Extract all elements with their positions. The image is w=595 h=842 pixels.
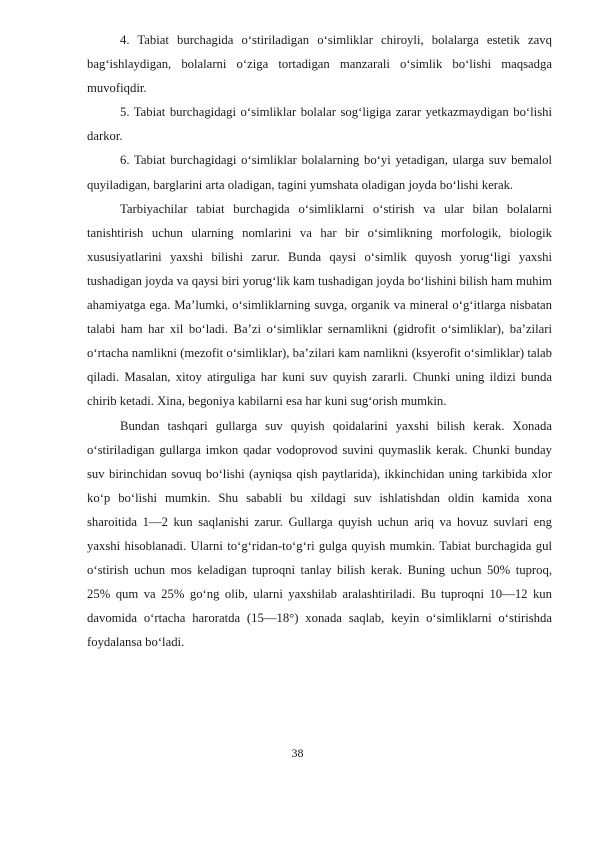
page-number: 38 <box>291 746 304 760</box>
list-item-4: 4. Tabiat burchagida o‘stiriladigan o‘simliklar chiroyli, bolalarga estetik zavq bag‘ishlaydigan, bolalarni o‘ziga tortadigan manzarali o‘simlik bo‘lishi maqsadga muvofiqdir. <box>87 33 552 96</box>
list-item-5: 5. Tabiat burchagidagi o‘simliklar bolalar sog‘ligiga zarar yetkazmaydigan bo‘lishi darkor. <box>87 105 552 144</box>
body-text <box>87 28 552 654</box>
list-item-6: 6. Tabiat burchagidagi o‘simliklar bolalarning bo‘yi yetadigan, ularga suv bemalol quyiladigan, barglarini arta oladigan, tagini yumshata oladigan joyda bo‘lishi kerak. <box>87 153 552 192</box>
paragraph-plant-knowledge: Tarbiyachilar tabiat burchagida o‘simliklarni o‘stirish va ular bilan bolalarni tanishtirish uchun ularning nomlarini va har bir o‘simlikning morfologik, biologik xususiyatlarini yaxshi bilishi zarur. Bunda qaysi o‘simlik quyosh yorug‘ligi yaxshi tushadigan joyda va qaysi biri yorug‘lik kam tushadigan joyda bo‘lishini bilish ham muhim ahamiyatga ega. Ma’lumki, o‘simliklarning suvga, organik va mineral o‘g‘itlarga nisbatan talabi ham har xil bo‘ladi. Ba’zi o‘simliklar sernamlikni (gidrofit o‘simliklar), ba’zilari o‘rtacha namlikni (mezofit o‘simliklar), ba’zilari kam namlikni (ksyerofit o‘simliklar) talab qiladi. Masalan, xitoy atirguliga har kuni suv quyish zararli. Chunki uning ildizi bunda chirib ketadi. Xina, begoniya kabilarni esa har kuni sug‘orish mumkin. <box>87 201 552 409</box>
paragraph-watering-rules: Bundan tashqari gullarga suv quyish qoidalarini yaxshi bilish kerak. Xonada o‘stiriladigan gullarga imkon qadar vodoprovod suvini quymaslik kerak. Chunki bunday suv birinchidan sovuq bo‘lishi (ayniqsa qish paytlarida), ikkinchidan uning tarkibida xlor ko‘p bo‘lishi mumkin. Shu sababli bu xildagi suv ishlatishdan oldin kamida xona sharoitida 1—2 kun saqlanishi zarur. Gullarga quyish uchun ariq va hovuz suvlari eng yaxshi hisoblanadi. Ularni to‘g‘ridan-to‘g‘ri gulga quyish mumkin. Tabiat burchagida gul o‘stirish uchun mos keladigan tuproqni tanlay bilish kerak. Buning uchun 50% tuproq, 25% qum va 25% go‘ng olib, ularni yaxshilab aralashtiriladi. Bu tuproqni 10—12 kun davomida o‘rtacha haroratda (15—18°) xonada saqlab, keyin o‘simliklarni o‘stirishda foydalansa bo‘ladi. <box>87 418 552 650</box>
